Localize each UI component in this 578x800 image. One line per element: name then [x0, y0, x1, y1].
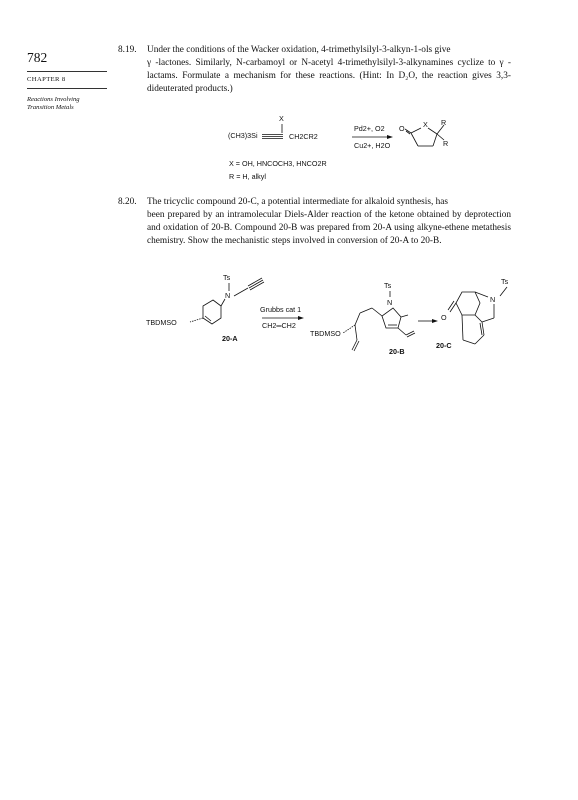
ethene-reagent: CH2═CH2 [262, 321, 296, 330]
problem-text-line1: The tricyclic compound 20-C, a potential intermediate for alkaloid synthesis, has [147, 197, 449, 207]
compound-label: 20-B [389, 347, 405, 356]
n-label: N [225, 291, 231, 300]
compound-label: 20-A [222, 334, 238, 343]
product-r-bottom: R [443, 139, 449, 148]
problem-text-line1: Under the conditions of the Wacker oxidation, 4-trimethylsilyl-3-alkyn-1-ols give [147, 45, 451, 55]
o-label: O [441, 313, 447, 322]
product-r-top: R [441, 118, 447, 127]
tms-group: (CH3)3Si [228, 131, 258, 140]
problem-number: 8.20. [118, 197, 137, 207]
chapter-label: CHAPTER 8 [27, 76, 66, 83]
chapter-subtitle-line1: Reactions Involving [27, 96, 80, 103]
product-x: X [423, 120, 428, 129]
chain-group: CH2CR2 [289, 132, 318, 141]
n-label: N [490, 295, 496, 304]
ts-label: Ts [384, 281, 392, 290]
substituent-x: X [279, 114, 284, 123]
compound-20-c [436, 277, 509, 350]
definition-r: R = H, alkyl [229, 172, 266, 181]
tbdmso-label: TBDMSO [146, 318, 177, 327]
product-o: O [399, 124, 405, 133]
page-number: 782 [27, 50, 48, 65]
n-label: N [387, 298, 393, 307]
chapter-subtitle-line2: Transition Metals [27, 104, 74, 111]
problem-text-rest: γ -lactones. Similarly, N-carbamoyl or N-acetyl 4-trimethylsilyl-3-alkynamines cyclize to γ -lactams. Formulate a mechanism for these reactions. (Hint: In D₂O, the reaction gives 3,3-dideuterated products.) [147, 58, 511, 94]
compound-label: 20-C [436, 341, 452, 350]
ts-label: Ts [223, 273, 231, 282]
compound-20-b [310, 281, 415, 356]
grubbs-reagent: Grubbs cat 1 [260, 305, 302, 314]
definition-x: X = OH, HNCOCH3, HNCO2R [229, 159, 327, 168]
reagents-top: Pd2+, O2 [354, 124, 385, 133]
tbdmso-label: TBDMSO [310, 329, 341, 338]
ts-label: Ts [501, 277, 509, 286]
reagents-bottom: Cu2+, H2O [354, 141, 391, 150]
compound-20-a [146, 273, 264, 343]
problem-number: 8.19. [118, 45, 137, 55]
problem-text-rest: been prepared by an intramolecular Diels-Alder reaction of the ketone obtained by deprotection and oxidation of 20-B. Compound 20-B was prepared from 20-A using alkyne-ethene metathesis chemistry. Show the mechanistic steps involved in conversion of 20-A to 20-B. [147, 210, 511, 246]
